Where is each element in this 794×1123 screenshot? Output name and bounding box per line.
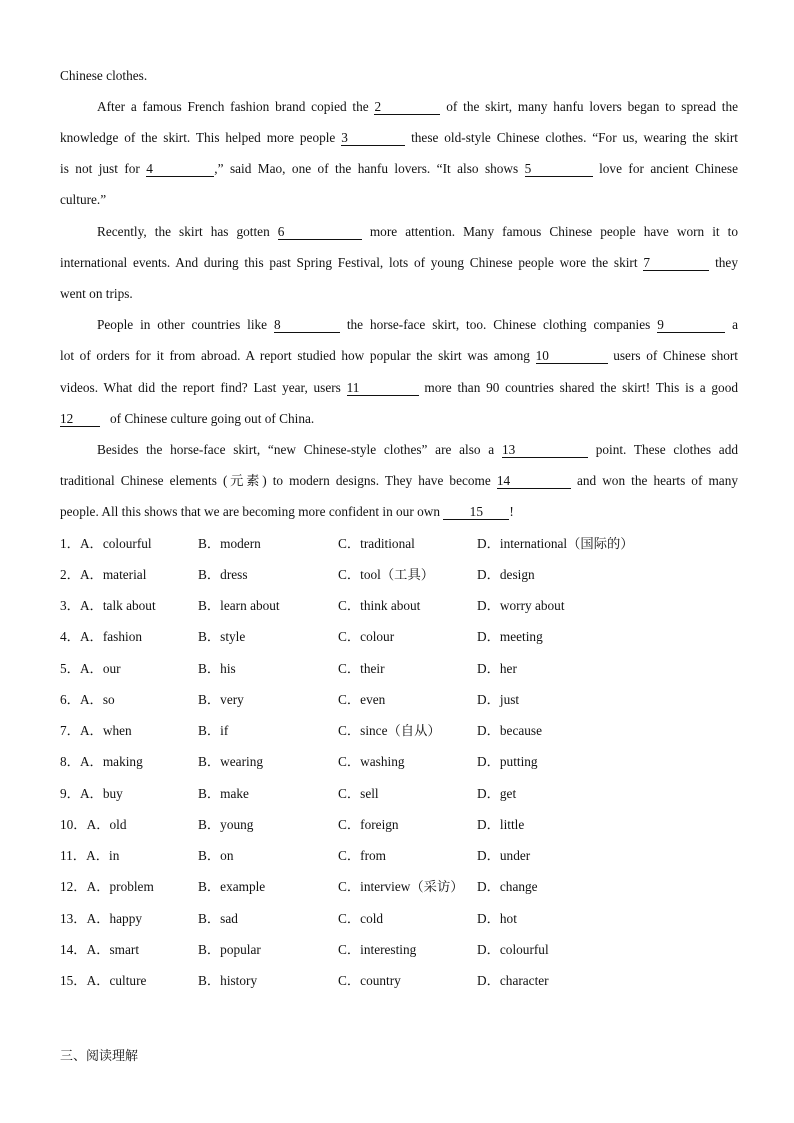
question-options-row	[60, 941, 760, 959]
option-c: C．even	[338, 692, 386, 707]
passage-text: !	[509, 504, 514, 519]
question-number-option-a: 4．A．fashion	[60, 629, 142, 644]
blank-11: 11	[347, 380, 419, 396]
option-d: D．little	[477, 817, 525, 832]
blank-8: 8	[274, 317, 340, 333]
blank-4: 4	[146, 161, 214, 177]
question-number-option-a: 1．A．colourful	[60, 536, 152, 551]
passage-text: these old-style Chinese clothes. “For us, wearing the skirt	[411, 130, 738, 145]
question-number-option-a: 11．A．in	[60, 848, 120, 863]
option-d: D．international（国际的）	[477, 536, 634, 551]
passage-line	[60, 441, 738, 459]
question-number-option-a: 14．A．smart	[60, 942, 140, 957]
option-c: C．from	[338, 848, 387, 863]
option-d: D．get	[477, 786, 517, 801]
option-d: D．just	[477, 692, 520, 707]
passage-text: Besides the horse-face skirt, “new Chinese-style clothes” are also a	[97, 442, 495, 457]
option-b: B．sad	[198, 911, 238, 926]
question-number-option-a: 13．A．happy	[60, 911, 142, 926]
option-c: C．foreign	[338, 817, 399, 832]
option-c: C．washing	[338, 754, 405, 769]
option-d: D．meeting	[477, 629, 543, 644]
passage-text: culture.”	[60, 192, 107, 207]
option-b: B．his	[198, 661, 236, 676]
passage-line	[60, 503, 738, 521]
option-c: C．interview（采访）	[338, 879, 464, 894]
blank-13: 13	[502, 442, 588, 458]
question-options-row	[60, 972, 760, 990]
question-options-row	[60, 535, 760, 553]
passage-text: Recently, the skirt has gotten	[97, 224, 270, 239]
passage-text: point. These clothes add	[595, 442, 738, 457]
blank-9: 9	[657, 317, 725, 333]
question-number-option-a: 9．A．buy	[60, 786, 123, 801]
option-d: D．colourful	[477, 942, 549, 957]
blank-14: 14	[497, 473, 571, 489]
option-b: B．wearing	[198, 754, 263, 769]
option-b: B．modern	[198, 536, 261, 551]
passage-text: After a famous French fashion brand copied the	[97, 99, 369, 114]
option-c: C．their	[338, 661, 385, 676]
option-c: C．colour	[338, 629, 395, 644]
option-d: D．under	[477, 848, 531, 863]
passage-text: went on trips.	[60, 286, 133, 301]
passage-text: they	[715, 255, 738, 270]
passage-line	[60, 67, 738, 85]
question-number-option-a: 5．A．our	[60, 661, 121, 676]
question-number-option-a: 8．A．making	[60, 754, 143, 769]
passage-text: is not just for	[60, 161, 140, 176]
option-b: B．style	[198, 629, 246, 644]
option-d: D．because	[477, 723, 542, 738]
blank-3: 3	[341, 130, 405, 146]
option-b: B．dress	[198, 567, 248, 582]
question-options-row	[60, 785, 760, 803]
question-number-option-a: 15．A．culture	[60, 973, 147, 988]
passage-text: international events. And during this past Spring Festival, lots of young Chinese people wore the skirt	[60, 255, 638, 270]
option-d: D．her	[477, 661, 517, 676]
question-options-row	[60, 566, 760, 584]
passage-text: knowledge of the skirt. This helped more people	[60, 130, 336, 145]
question-number-option-a: 12．A．problem	[60, 879, 154, 894]
passage-line	[60, 410, 738, 428]
passage-line	[60, 316, 738, 334]
blank-12: 12	[60, 411, 100, 427]
passage-text: traditional Chinese elements (元素) to modern designs. They have become	[60, 473, 491, 488]
passage-line	[60, 98, 738, 116]
passage-text: a	[732, 317, 738, 332]
option-d: D．change	[477, 879, 538, 894]
option-b: B．make	[198, 786, 249, 801]
section-heading: 三、阅读理解	[60, 1049, 139, 1064]
passage-line	[60, 223, 738, 241]
question-number-option-a: 10．A．old	[60, 817, 127, 832]
blank-6: 6	[278, 224, 362, 240]
question-number-option-a: 7．A．when	[60, 723, 132, 738]
blank-2: 2	[374, 99, 440, 115]
question-options-row	[60, 753, 760, 771]
question-number-option-a: 2．A．material	[60, 567, 147, 582]
option-c: C．sell	[338, 786, 379, 801]
passage-text: more attention. Many famous Chinese people have worn it to	[369, 224, 738, 239]
passage-line	[60, 160, 738, 178]
question-options-row	[60, 847, 760, 865]
option-d: D．putting	[477, 754, 538, 769]
option-d: D．design	[477, 567, 535, 582]
question-options-row	[60, 660, 760, 678]
option-c: C．country	[338, 973, 401, 988]
option-b: B．popular	[198, 942, 261, 957]
passage-line	[60, 472, 738, 490]
passage-text: videos. What did the report find? Last year, users	[60, 380, 341, 395]
passage-text: people. All this shows that we are becoming more confident in our own	[60, 504, 440, 519]
passage-line	[60, 254, 738, 272]
option-b: B．learn about	[198, 598, 280, 613]
passage-text: Chinese clothes.	[60, 68, 148, 83]
passage-line	[60, 347, 738, 365]
option-d: D．worry about	[477, 598, 565, 613]
question-options-row	[60, 722, 760, 740]
passage-text: users of Chinese short	[613, 348, 739, 363]
question-options-row	[60, 628, 760, 646]
passage-text: more than 90 countries shared the skirt! This is a good	[424, 380, 738, 395]
option-b: B．very	[198, 692, 244, 707]
option-c: C．since（自从）	[338, 723, 441, 738]
passage-line	[60, 129, 738, 147]
option-c: C．tool（工具）	[338, 567, 435, 582]
option-c: C．cold	[338, 911, 384, 926]
passage-text: love for ancient Chinese	[599, 161, 738, 176]
question-options-row	[60, 597, 760, 615]
option-c: C．interesting	[338, 942, 417, 957]
passage-text: ,” said Mao, one of the hanfu lovers. “It also shows	[214, 161, 519, 176]
blank-7: 7	[643, 255, 709, 271]
question-options-row	[60, 691, 760, 709]
option-b: B．example	[198, 879, 266, 894]
passage-line	[60, 191, 738, 209]
option-b: B．on	[198, 848, 234, 863]
option-c: C．traditional	[338, 536, 415, 551]
passage-line	[60, 379, 738, 397]
passage-text: People in other countries like	[97, 317, 268, 332]
question-options-row	[60, 816, 760, 834]
option-d: D．character	[477, 973, 549, 988]
option-b: B．history	[198, 973, 258, 988]
question-options-row	[60, 878, 760, 896]
option-b: B．young	[198, 817, 254, 832]
blank-15: 15	[443, 504, 509, 520]
passage-text: of the skirt, many hanfu lovers began to spread the	[446, 99, 739, 114]
option-d: D．hot	[477, 911, 517, 926]
question-number-option-a: 6．A．so	[60, 692, 115, 707]
blank-5: 5	[525, 161, 593, 177]
question-number-option-a: 3．A．talk about	[60, 598, 156, 613]
option-b: B．if	[198, 723, 229, 738]
passage-text: lot of orders for it from abroad. A report studied how popular the skirt was among	[60, 348, 530, 363]
passage-text: of Chinese culture going out of China.	[109, 411, 315, 426]
passage-line	[60, 285, 738, 303]
blank-10: 10	[536, 348, 608, 364]
passage-text: and won the hearts of many	[576, 473, 738, 488]
option-c: C．think about	[338, 598, 421, 613]
passage-text: the horse-face skirt, too. Chinese clothing companies	[346, 317, 651, 332]
question-options-row	[60, 910, 760, 928]
